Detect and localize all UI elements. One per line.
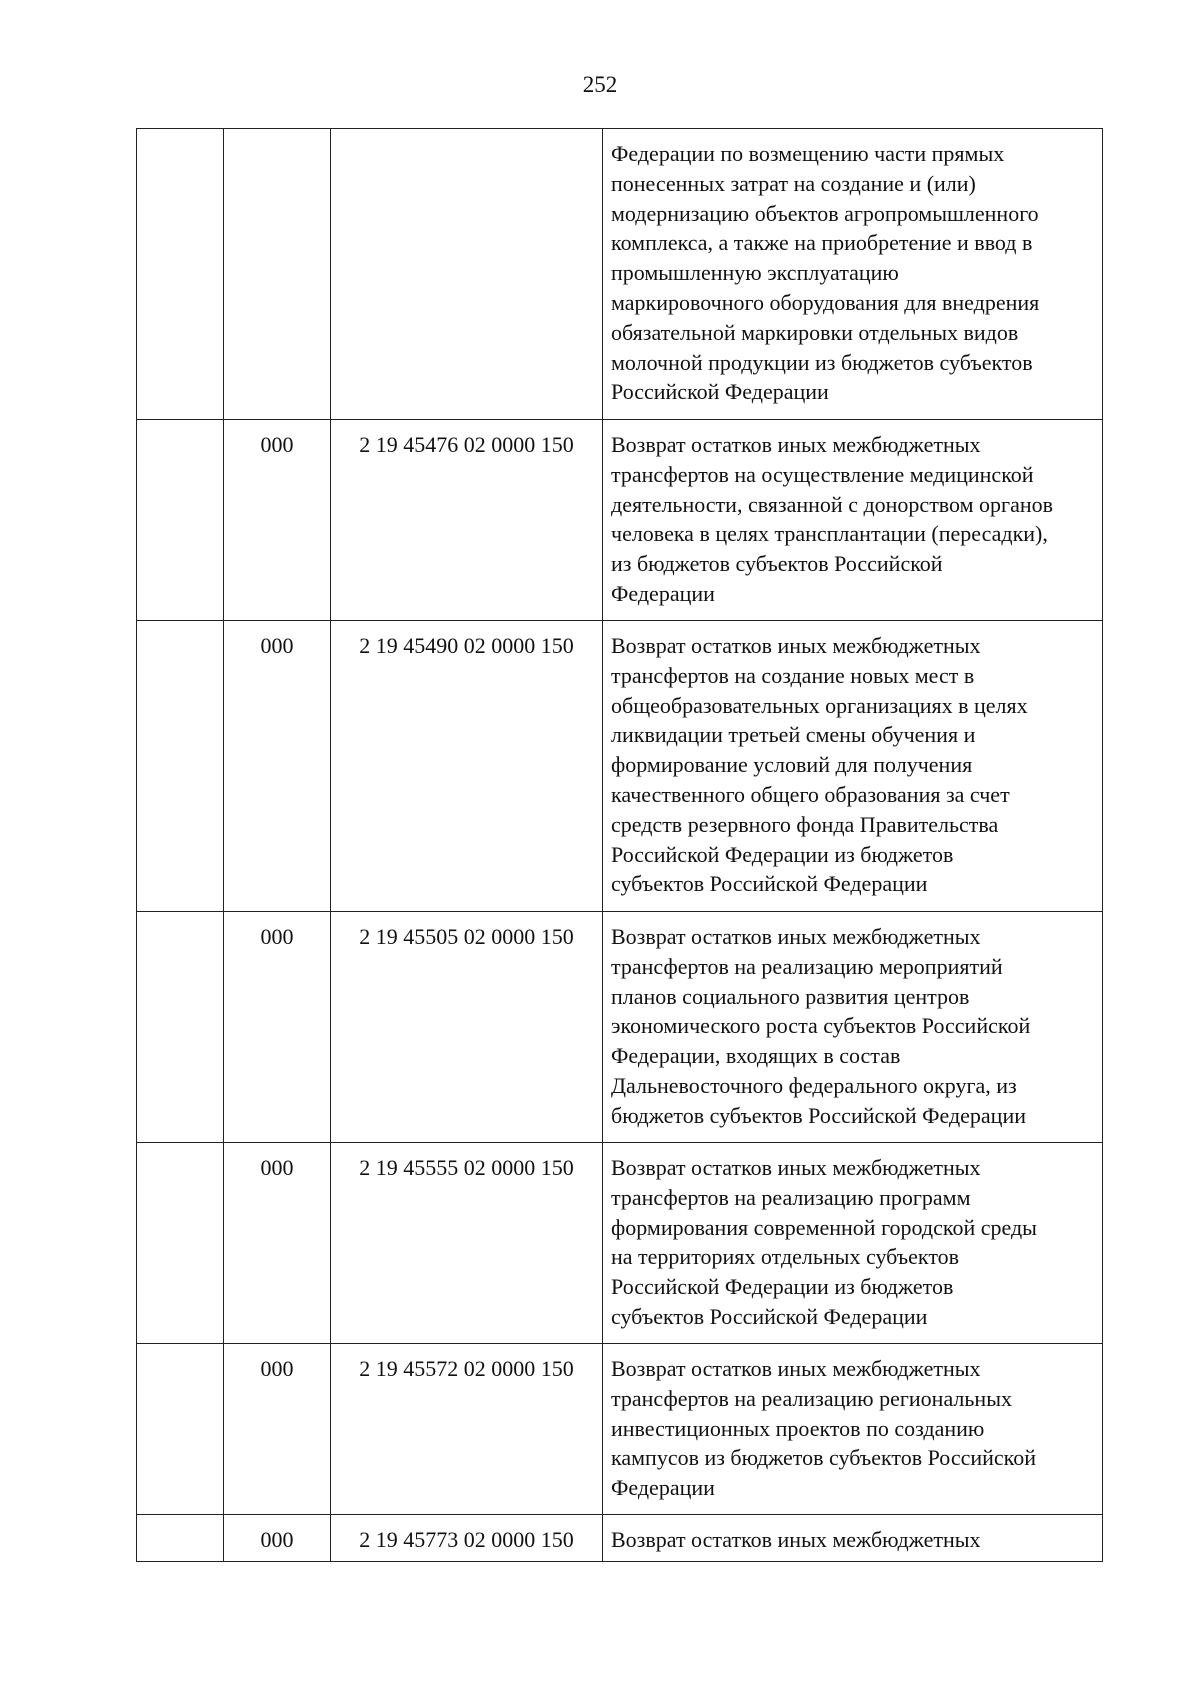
- cell-budget-code: 2 19 45476 02 0000 150: [331, 420, 603, 621]
- name-line: средств резервного фонда Правительства: [611, 811, 999, 837]
- name-line: на территориях отдельных субъектов: [611, 1244, 960, 1270]
- name-line: Федерации: [611, 1475, 715, 1501]
- name-line: ликвидации третьей смены обучения и: [611, 722, 976, 748]
- cell-budget-code: 2 19 45505 02 0000 150: [331, 912, 603, 1143]
- name-line: Возврат остатков иных межбюджетных: [611, 432, 981, 457]
- table-row: [137, 1143, 1103, 1344]
- cell-budget-code: 2 19 45555 02 0000 150: [331, 1143, 603, 1344]
- name-line: формирование условий для получения: [611, 752, 973, 778]
- name-line: Федерации по возмещению части прямых: [611, 141, 1005, 166]
- name-line: молочной продукции из бюджетов субъектов: [611, 349, 1033, 375]
- name-line: бюджетов субъектов Российской Федерации: [611, 1102, 1026, 1128]
- name-line: деятельности, связанной с донорством органов: [611, 491, 1053, 517]
- cell-admin-code: [224, 129, 331, 420]
- cell-name: [603, 129, 1103, 420]
- name-line: трансфертов на реализацию программ: [611, 1184, 971, 1210]
- cell-budget-code: 2 19 45490 02 0000 150: [331, 621, 603, 912]
- name-line: Российской Федерации: [611, 379, 829, 405]
- name-line: Возврат остатков иных межбюджетных: [611, 1155, 981, 1180]
- cell-blank: [137, 129, 224, 420]
- cell-blank: [137, 420, 224, 621]
- table-row: [137, 1515, 1103, 1562]
- cell-admin-code: 000: [224, 1344, 331, 1515]
- name-line: человека в целях трансплантации (пересадки),: [611, 521, 1048, 547]
- name-line: Дальневосточного федерального округа, из: [611, 1072, 1017, 1098]
- name-line: из бюджетов субъектов Российской: [611, 551, 943, 577]
- cell-blank: [137, 1143, 224, 1344]
- table-row: [137, 912, 1103, 1143]
- cell-name: [603, 420, 1103, 621]
- name-line: экономического роста субъектов Российской: [611, 1013, 1031, 1039]
- name-line: обязательной маркировки отдельных видов: [611, 319, 1019, 345]
- budget-classification-table: [136, 128, 1103, 1562]
- name-line: модернизацию объектов агропромышленного: [611, 200, 1039, 226]
- name-line: Российской Федерации из бюджетов: [611, 1274, 954, 1300]
- name-line: комплекса, а также на приобретение и ввод в: [611, 230, 1033, 256]
- name-line: формирования современной городской среды: [611, 1214, 1037, 1240]
- name-line: трансфертов на реализацию региональных: [611, 1385, 1012, 1411]
- cell-name: [603, 621, 1103, 912]
- cell-blank: [137, 1515, 224, 1562]
- name-line: промышленную эксплуатацию: [611, 260, 899, 286]
- cell-budget-code: 2 19 45572 02 0000 150: [331, 1344, 603, 1515]
- table-row: [137, 1344, 1103, 1515]
- name-line: планов социального развития центров: [611, 983, 970, 1009]
- page-number: 252: [582, 72, 618, 97]
- name-line: Возврат остатков иных межбюджетных: [611, 1356, 981, 1381]
- cell-blank: [137, 912, 224, 1143]
- name-line: Российской Федерации из бюджетов: [611, 841, 954, 867]
- table-row: [137, 621, 1103, 912]
- name-line: понесенных затрат на создание и (или): [611, 170, 976, 196]
- name-line: маркировочного оборудования для внедрения: [611, 289, 1040, 315]
- name-line: субъектов Российской Федерации: [611, 871, 928, 897]
- cell-blank: [137, 621, 224, 912]
- cell-blank: [137, 1344, 224, 1515]
- cell-admin-code: 000: [224, 1143, 331, 1344]
- cell-name: [603, 912, 1103, 1143]
- cell-admin-code: 000: [224, 1515, 331, 1562]
- name-line: Возврат остатков иных межбюджетных: [611, 633, 981, 658]
- name-line: трансфертов на создание новых мест в: [611, 662, 975, 688]
- name-line: субъектов Российской Федерации: [611, 1303, 928, 1329]
- cell-name: [603, 1344, 1103, 1515]
- cell-budget-code: 2 19 45773 02 0000 150: [331, 1515, 603, 1562]
- name-line: инвестиционных проектов по созданию: [611, 1415, 985, 1441]
- cell-admin-code: 000: [224, 621, 331, 912]
- cell-budget-code: [331, 129, 603, 420]
- cell-name: [603, 1143, 1103, 1344]
- table-row: [137, 129, 1103, 420]
- name-line: общеобразовательных организациях в целях: [611, 692, 1028, 718]
- name-line: Федерации, входящих в состав: [611, 1043, 901, 1069]
- table-row: [137, 420, 1103, 621]
- name-line: Возврат остатков иных межбюджетных: [611, 1527, 981, 1552]
- cell-name: [603, 1515, 1103, 1562]
- name-line: Возврат остатков иных межбюджетных: [611, 924, 981, 949]
- name-line: трансфертов на реализацию мероприятий: [611, 953, 1003, 979]
- cell-admin-code: 000: [224, 420, 331, 621]
- name-line: Федерации: [611, 580, 715, 606]
- name-line: трансфертов на осуществление медицинской: [611, 461, 1034, 487]
- name-line: кампусов из бюджетов субъектов Российской: [611, 1445, 1037, 1471]
- name-line: качественного общего образования за счет: [611, 781, 1010, 807]
- cell-admin-code: 000: [224, 912, 331, 1143]
